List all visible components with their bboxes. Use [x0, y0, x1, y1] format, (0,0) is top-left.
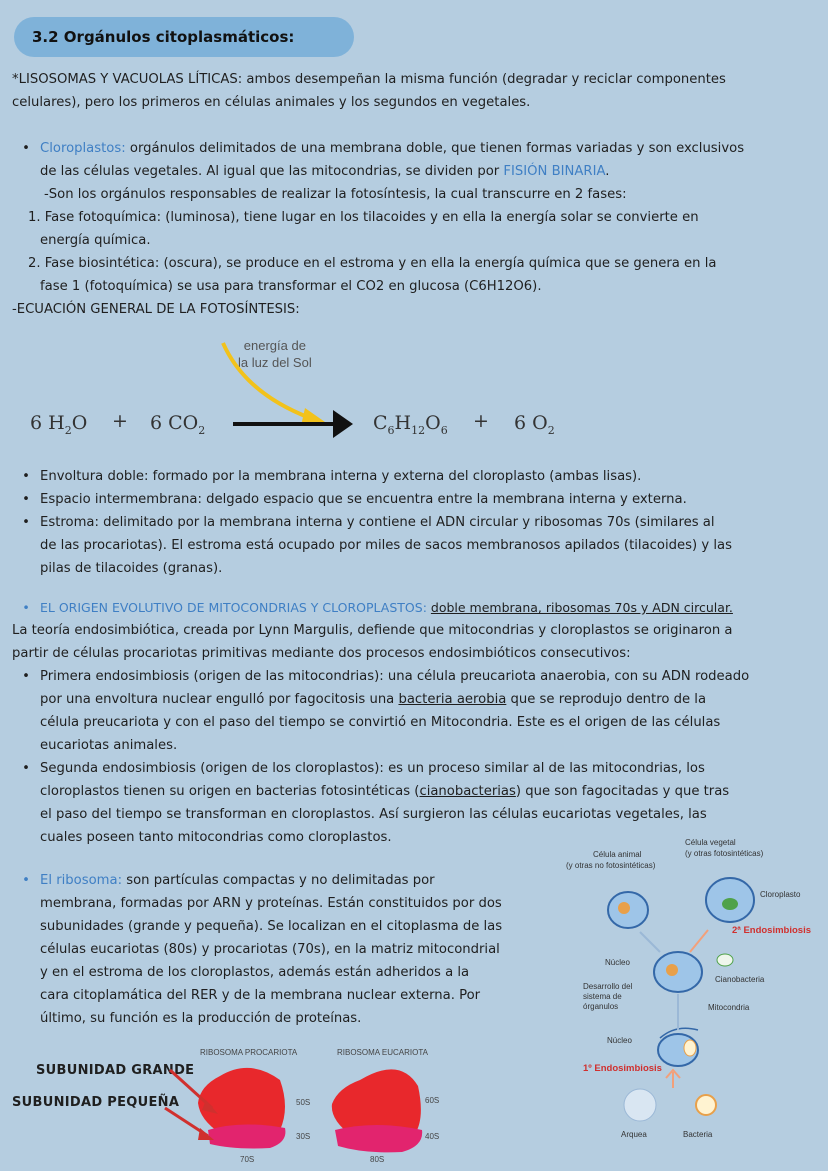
chloroplast-section: [12, 137, 822, 321]
chloroplast-text: .: [605, 164, 610, 179]
list-item-cont: cloroplastos tienen su origen en bacterias fotosintéticas (cianobacterias) que son fagocitadas y que tras: [40, 784, 730, 799]
light-label-line: energía de: [243, 338, 306, 353]
second-endosymbiosis-label: 2ª Endosimbiosis: [732, 925, 812, 936]
label-30s: 30S: [296, 1132, 311, 1141]
chloroplast-term: Cloroplastos:: [40, 141, 126, 156]
list-item: • Espacio intermembrana: delgado espacio que se encuentra entre la membrana interna y externa.: [22, 492, 687, 507]
binary-fission-term: FISIÓN BINARIA: [503, 164, 606, 179]
list-item-cont: de las procariotas). El estroma está ocupado por miles de sacos membranosos apilados (tilacoides) y las: [40, 538, 732, 553]
plant-cell-sublabel: (y otras fotosintéticas): [685, 849, 764, 858]
chloroplast-structure-list: [12, 465, 822, 580]
phase-2-text: fase 1 (fotoquímica) se usa para transformar el CO2 en glucosa (C6H12O6).: [40, 279, 542, 294]
phase-1-text: 1. Fase fotoquímica: (luminosa), tiene lugar en los tilacoides y en ella la energía solar se convierte en: [28, 210, 699, 225]
ribosome-text: y en el estroma de los cloroplastos, además están adheridos a la: [40, 965, 470, 980]
ribosome-text: último, su función es la producción de proteínas.: [40, 1011, 362, 1026]
origin-heading: EL ORIGEN EVOLUTIVO DE MITOCONDRIAS Y CLOROPLASTOS:: [40, 600, 427, 615]
chloroplast-text: orgánulos delimitados de una membrana doble, que tienen formas variadas y son exclusivos: [125, 141, 745, 156]
origin-section: • EL ORIGEN EVOLUTIVO DE MITOCONDRIAS Y CLOROPLASTOS: doble membrana, ribosomas 70s y ADN circular. La teoría endosimbiótica, creada por Lynn Margulis, defiende que mitocondrias y cloroplastos se originaron a partir de células procariotas primitivas mediante dos procesos endosimbióticos consecutivos: • Primera endosimbiosis (origen de las mitocondrias): una célula preucariota anaerobia, con su ADN rodeado por una envoltura nuclear engulló por fagocitosis una bacteria aerobia que se reprodujo dentro de la célula preucariota y con el paso del tiempo se convirtió en Mitocondria. Este es el origen de las células eucariotas animales. • Segunda endosimbiosis (origen de los cloroplastos): es un proceso similar al de las mitocondrias, los cloroplastos tienen su origen en bacterias fotosintéticas (cianobacterias) que son fagocitadas y que tras el paso del tiempo se transforman en cloroplastos. Así surgieron las células eucariotas vegetales, las cuales poseen tanto mitocondrias como cloroplastos.: [12, 596, 824, 849]
chloroplast-label: Cloroplasto: [760, 890, 801, 899]
intro-line: celulares), pero los primeros en células animales y los segundos en vegetales.: [12, 95, 531, 110]
list-item-cont: cuales poseen tanto mitocondrias como cloroplastos.: [40, 830, 392, 845]
label-60s: 60S: [425, 1096, 440, 1105]
plus-sign: +: [112, 410, 128, 432]
label-40s: 40S: [425, 1132, 440, 1141]
reactant-co2: 6 $CO_2$: [150, 412, 206, 437]
plant-cell-label: Célula vegetal: [685, 838, 736, 847]
phase-2-text: 2. Fase biosintética: (oscura), se produce en el estroma y en ella la energía química que se genera en la: [28, 256, 717, 271]
animal-cell-label: Célula animal: [593, 850, 642, 859]
chloroplast-text: -Son los orgánulos responsables de realizar la fotosíntesis, la cual transcurre en 2 fases:: [44, 187, 627, 202]
origin-heading-underlined: doble membrana, ribosomas 70s y ADN circular.: [430, 600, 733, 615]
bacteria-label: Bacteria: [683, 1130, 713, 1139]
ribosome-text: células eucariotas (80s) y procariotas (70s), en la matriz mitocondrial: [40, 942, 500, 957]
archaea-label: Arquea: [621, 1130, 647, 1139]
section-title: [14, 17, 354, 57]
reaction-arrow: [215, 338, 365, 438]
nucleus-label-2: Núcleo: [607, 1036, 632, 1045]
intro-line: *LISOSOMAS Y VACUOLAS LÍTICAS: ambos desempeñan la misma función (degradar y reciclar componentes: [12, 72, 726, 87]
section-title-text: 3.2 Orgánulos citoplasmáticos:: [32, 28, 295, 46]
eukaryote-ribosome-shape: [332, 1069, 422, 1152]
reactant-water: 6 $H_2O$: [30, 412, 88, 437]
ribosome-illustration: [160, 1058, 460, 1168]
cyanobacteria-label: Cianobacteria: [715, 975, 765, 984]
mitochondria-label: Mitocondria: [708, 1003, 750, 1012]
animal-cell-sublabel: (y otras no fotosintéticas): [566, 861, 656, 870]
list-item: • Estroma: delimitado por la membrana interna y contiene el ADN circular y ribosomas 70s (similares al: [22, 515, 715, 530]
eukaryote-ribosome-title: RIBOSOMA EUCARIOTA: [337, 1048, 428, 1057]
product-oxygen: 6 $O_2$: [514, 412, 555, 437]
equation-heading: -ECUACIÓN GENERAL DE LA FOTOSÍNTESIS:: [12, 302, 300, 317]
list-item: • Segunda endosimbiosis (origen de los cloroplastos): es un proceso similar al de las mitocondrias, los: [22, 761, 705, 776]
list-item-cont: por una envoltura nuclear engulló por fagocitosis una bacteria aerobia que se reprodujo dentro de la: [40, 692, 707, 707]
plus-sign: +: [473, 410, 489, 432]
label-80s: 80S: [370, 1155, 385, 1164]
list-item: • Primera endosimbiosis (origen de las mitocondrias): una célula preucariota anaerobia, con su ADN rodeado: [22, 669, 750, 684]
first-endosymbiosis-label: 1º Endosimbiosis: [583, 1063, 662, 1074]
origin-text: La teoría endosimbiótica, creada por Lynn Margulis, defiende que mitocondrias y cloroplastos se originaron a: [12, 623, 733, 638]
label-70s: 70S: [240, 1155, 255, 1164]
ribosome-text: cara citoplamática del RER y de la membrana nuclear externa. Por: [40, 988, 481, 1003]
chloroplast-text: de las células vegetales. Al igual que las mitocondrias, se dividen por: [40, 164, 504, 179]
intro-paragraph: [12, 68, 822, 114]
phase-1-text: energía química.: [40, 233, 151, 248]
list-item-cont: célula preucariota y con el paso del tiempo se convirtió en Mitocondria. Este es el origen de las células: [40, 715, 721, 730]
product-glucose: $C_6H_{12}O_6$: [373, 412, 448, 437]
ribosome-term: El ribosoma:: [40, 873, 123, 888]
list-item-cont: el paso del tiempo se transforman en cloroplastos. Así surgieron las células eucariotas vegetales, las: [40, 807, 707, 822]
nucleus-label: Núcleo: [605, 958, 630, 967]
large-subunit-label: SUBUNIDAD GRANDE: [36, 1063, 195, 1078]
prokaryote-ribosome-title: RIBOSOMA PROCARIOTA: [200, 1048, 298, 1057]
origin-text: partir de células procariotas primitivas mediante dos procesos endosimbióticos consecutivos:: [12, 646, 631, 661]
list-item-cont: eucariotas animales.: [40, 738, 178, 753]
label-50s: 50S: [296, 1098, 311, 1107]
list-item: • Envoltura doble: formado por la membrana interna y externa del cloroplasto (ambas lisas).: [22, 469, 642, 484]
small-subunit-label: SUBUNIDAD PEQUEÑA: [12, 1095, 180, 1110]
organelle-development-label: Desarrollo del sistema de órganulos: [583, 982, 633, 1011]
list-item-cont: pilas de tilacoides (granas).: [40, 561, 223, 576]
ribosome-text: membrana, formadas por ARN y proteínas. Están constituidos por dos: [40, 896, 502, 911]
bullet-dot: •: [22, 141, 30, 156]
light-label-line: la luz del Sol: [238, 355, 312, 370]
ribosome-section: • El ribosoma: son partículas compactas y no delimitadas por membrana, formadas por ARN y proteínas. Están constituidos por dos subunidades (grande y pequeña). Se localizan en el citoplasma de las células eucariotas (80s) y procariotas (70s), en la matriz mitocondrial y en el estroma de los cloroplastos, además están adheridos a la cara citoplamática del RER y de la membrana nuclear externa. Por último, su función es la producción de proteínas.: [12, 869, 572, 1030]
ribosome-text: subunidades (grande y pequeña). Se localizan en el citoplasma de las: [40, 919, 503, 934]
